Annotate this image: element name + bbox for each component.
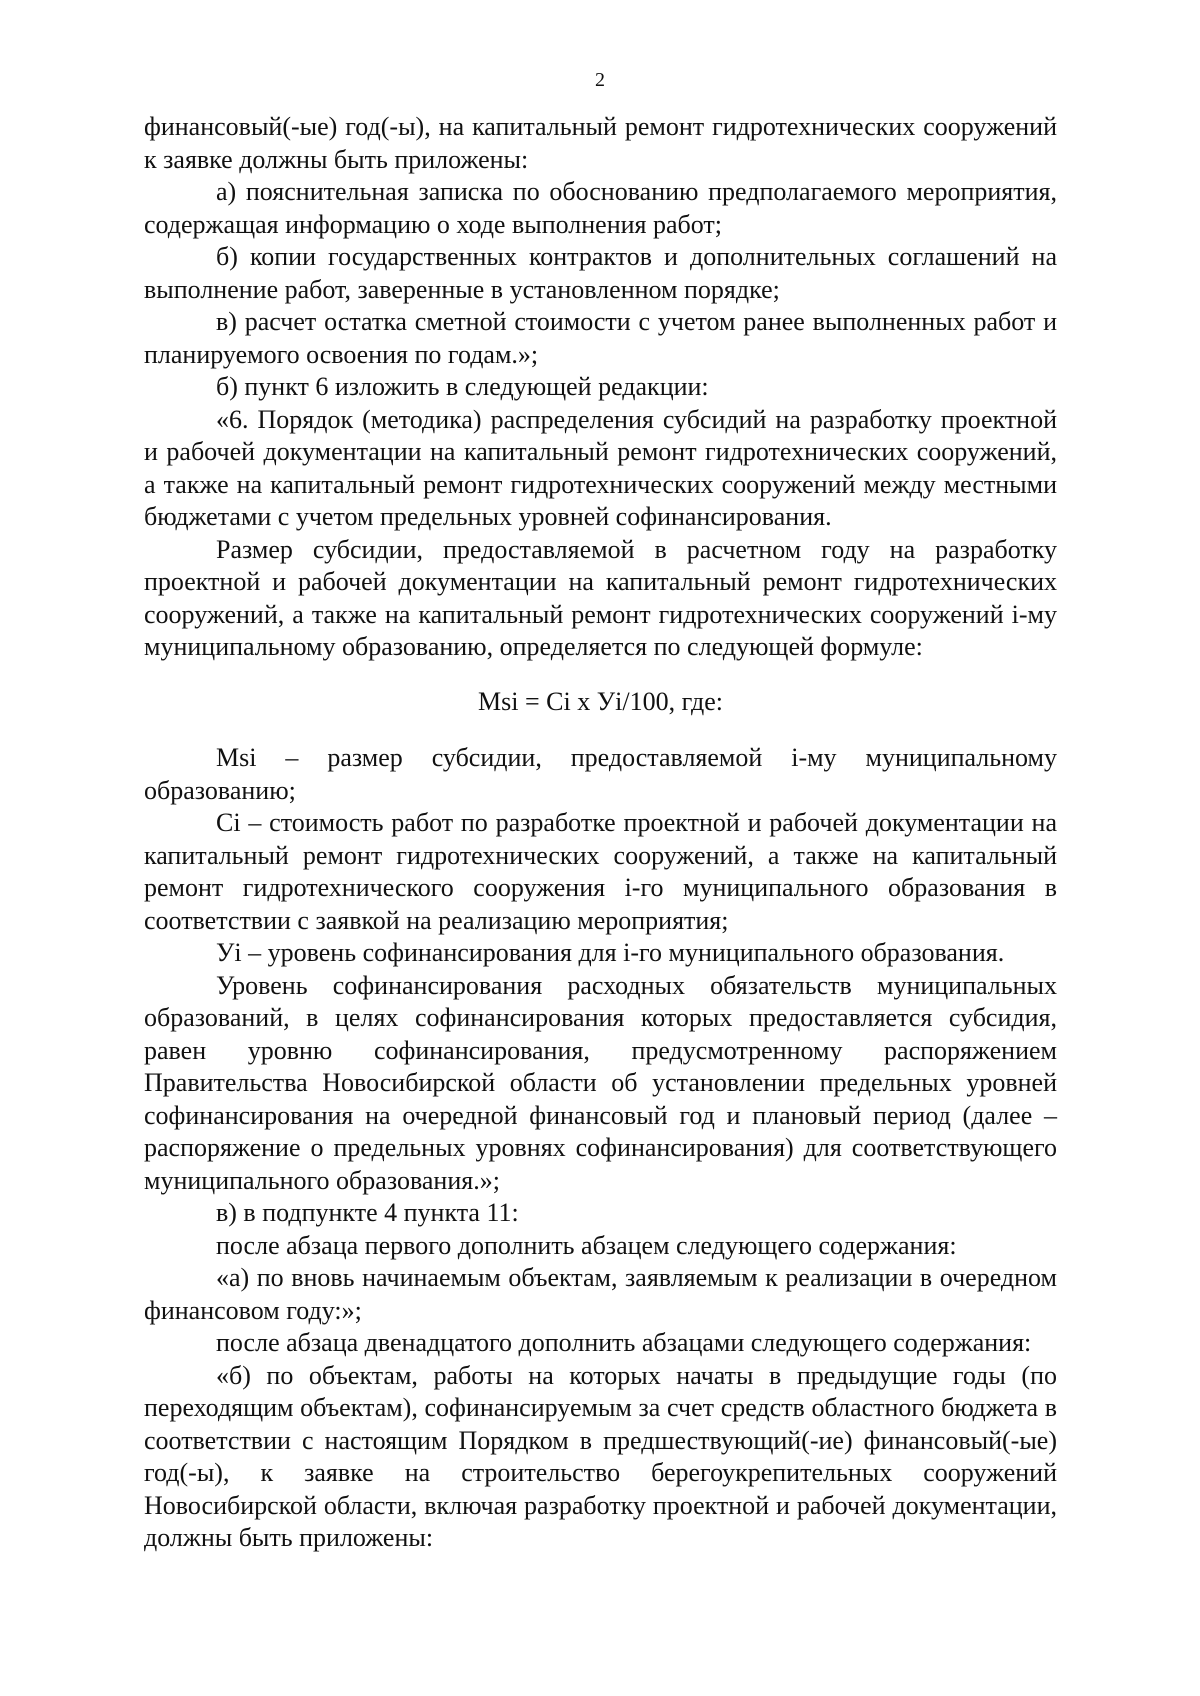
paragraph: Уi – уровень софинансирования для i-го муниципального образования.: [216, 938, 1005, 967]
paragraph: Уровень софинансирования расходных обязательств муниципальных образований, в целях софинансирования которых предоставляется субсидия, равен уровню софинансирования, предусмотренному распоряжением Правительства Новосибирской области об установлении предельных уровней софинансирования на очередной финансовый год и плановый период (далее – распоряжение о предельных уровнях софинансирования) для соответствующего муниципального образования.»;: [144, 970, 1057, 1195]
paragraph: «б) по объектам, работы на которых начаты в предыдущие годы (по переходящим объектам), софинансируемым за счет средств областного бюджета в соответствии с настоящим Порядком в предшествующий(-ие) финансовый(-ые) год(-ы), к заявке на строительство берегоукрепительных сооружений Новосибирской области, включая разработку проектной и рабочей документации, должны быть приложены:: [144, 1360, 1057, 1552]
paragraph: «6. Порядок (методика) распределения субсидий на разработку проектной и рабочей документации на капитальный ремонт гидротехнических сооружений, а также на капитальный ремонт гидротехнических сооружений между местными бюджетами с учетом предельных уровней софинансирования.: [144, 404, 1057, 531]
paragraph: финансовый(-ые) год(-ы), на капитальный ремонт гидротехнических сооружений к заявке должны быть приложены:: [144, 112, 1057, 174]
paragraph: Размер субсидии, предоставляемой в расчетном году на разработку проектной и рабочей документации на капитальный ремонт гидротехнических сооружений, а также на капитальный ремонт гидротехнических сооружений i-му муниципальному образованию, определяется по следующей формуле:: [144, 534, 1057, 661]
paragraph: Msi – размер субсидии, предоставляемой i-му муниципальному образованию;: [144, 743, 1057, 805]
paragraph: Ci – стоимость работ по разработке проектной и рабочей документации на капитальный ремонт гидротехнических сооружений, а также на капитальный ремонт гидротехнического сооружения i-го муниципального образования в соответствии с заявкой на реализацию мероприятия;: [144, 808, 1057, 935]
paragraphs-after-formula: [144, 742, 1057, 1555]
formula: Msi = Ci x Уi/100, где:: [478, 686, 723, 716]
paragraph: в) в подпункте 4 пункта 11:: [216, 1198, 519, 1227]
paragraph: б) пункт 6 изложить в следующей редакции:: [216, 372, 709, 401]
paragraphs-before-formula: [144, 111, 1057, 664]
paragraph: а) пояснительная записка по обоснованию предполагаемого мероприятия, содержащая информацию о ходе выполнения работ;: [144, 177, 1057, 239]
document-body: [144, 111, 1057, 1555]
paragraph: «а) по вновь начинаемым объектам, заявляемым к реализации в очередном финансовом году:»;: [144, 1263, 1057, 1325]
paragraph: после абзаца первого дополнить абзацем следующего содержания:: [216, 1230, 957, 1260]
paragraph: б) копии государственных контрактов и дополнительных соглашений на выполнение работ, заверенные в установленном порядке;: [144, 242, 1057, 304]
page-number: 2: [595, 69, 605, 91]
paragraph: после абзаца двенадцатого дополнить абзацами следующего содержания:: [216, 1328, 1032, 1357]
paragraph: в) расчет остатка сметной стоимости с учетом ранее выполненных работ и планируемого освоения по годам.»;: [144, 307, 1057, 369]
